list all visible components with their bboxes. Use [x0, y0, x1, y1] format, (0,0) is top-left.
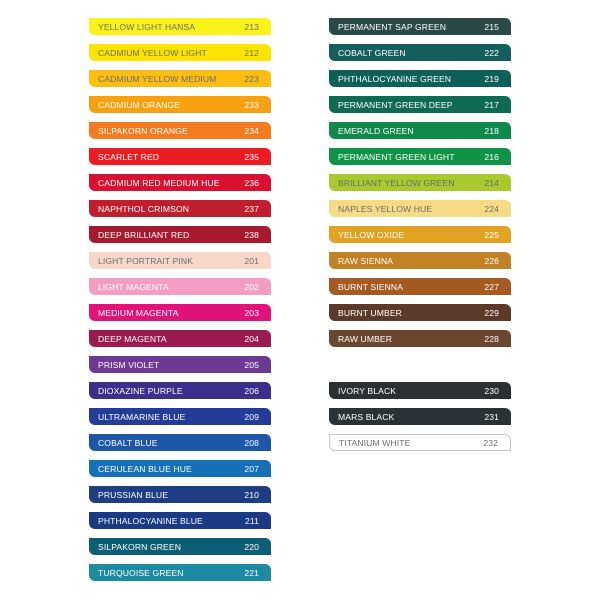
color-swatch — [89, 382, 271, 399]
color-swatch — [329, 434, 511, 451]
swatch-color-name: PERMANENT GREEN LIGHT — [338, 151, 455, 162]
swatch-color-name: RAW SIENNA — [338, 255, 394, 266]
swatch-color-code: 213 — [244, 21, 259, 32]
swatch-color-code: 212 — [244, 47, 259, 58]
swatch-color-name: LIGHT PORTRAIT PINK — [98, 255, 194, 266]
swatch-color-code: 203 — [244, 307, 259, 318]
color-swatch — [89, 278, 271, 295]
swatch-color-code: 204 — [244, 333, 259, 344]
swatch-color-code: 238 — [244, 229, 259, 240]
color-swatch — [329, 148, 511, 165]
swatch-color-code: 237 — [244, 203, 259, 214]
swatch-color-name: SILPAKORN ORANGE — [98, 125, 188, 136]
swatch-color-name: MEDIUM MAGENTA — [98, 307, 179, 318]
color-swatch — [89, 70, 271, 87]
color-swatch — [329, 304, 511, 321]
swatch-color-name: PRUSSIAN BLUE — [98, 489, 169, 500]
color-swatch — [329, 18, 511, 35]
swatch-color-code: 210 — [244, 489, 259, 500]
color-swatch — [89, 226, 271, 243]
swatch-color-name: DEEP MAGENTA — [98, 333, 167, 344]
swatch-color-code: 225 — [484, 229, 499, 240]
swatch-color-code: 219 — [484, 73, 499, 84]
swatch-color-name: CADMIUM RED MEDIUM HUE — [98, 177, 220, 188]
swatch-color-name: COBALT GREEN — [338, 47, 406, 58]
swatch-color-name: PERMANENT SAP GREEN — [338, 21, 447, 32]
swatch-color-name: EMERALD GREEN — [338, 125, 414, 136]
swatch-color-code: 220 — [244, 541, 259, 552]
color-swatch — [89, 408, 271, 425]
color-swatch — [329, 278, 511, 295]
swatch-color-name: IVORY BLACK — [338, 385, 397, 396]
swatch-color-name: CADMIUM ORANGE — [98, 99, 181, 110]
swatch-color-code: 231 — [484, 411, 499, 422]
color-swatch — [329, 252, 511, 269]
swatch-color-name: PHTHALOCYANINE BLUE — [98, 515, 203, 526]
swatch-color-code: 202 — [244, 281, 259, 292]
color-swatch — [89, 330, 271, 347]
swatch-color-name: ULTRAMARINE BLUE — [98, 411, 186, 422]
color-swatch — [89, 96, 271, 113]
swatch-color-name: MARS BLACK — [338, 411, 395, 422]
color-swatch — [89, 564, 271, 581]
color-swatch — [89, 252, 271, 269]
color-swatch — [89, 304, 271, 321]
swatch-color-name: BURNT UMBER — [338, 307, 402, 318]
color-swatch — [89, 434, 271, 451]
color-swatch — [89, 18, 271, 35]
swatch-color-name: DIOXAZINE PURPLE — [98, 385, 183, 396]
swatch-color-name: CERULEAN BLUE HUE — [98, 463, 192, 474]
color-swatch — [89, 148, 271, 165]
swatch-color-name: COBALT BLUE — [98, 437, 158, 448]
color-swatch — [329, 44, 511, 61]
color-swatch — [329, 122, 511, 139]
swatch-color-code: 235 — [244, 151, 259, 162]
swatch-color-code: 216 — [484, 151, 499, 162]
swatch-color-code: 223 — [244, 73, 259, 84]
swatch-color-name: BRILLIANT YELLOW GREEN — [338, 177, 455, 188]
swatch-color-name: TURQUOISE GREEN — [98, 567, 184, 578]
swatch-color-code: 214 — [484, 177, 499, 188]
color-swatch — [329, 226, 511, 243]
swatch-color-code: 217 — [484, 99, 499, 110]
color-swatch — [329, 96, 511, 113]
swatch-color-code: 236 — [244, 177, 259, 188]
swatch-color-name: PERMANENT GREEN DEEP — [338, 99, 453, 110]
swatch-color-code: 228 — [484, 333, 499, 344]
swatch-color-code: 208 — [244, 437, 259, 448]
swatch-color-code: 233 — [244, 99, 259, 110]
swatch-color-code: 232 — [483, 437, 498, 448]
color-swatch — [89, 174, 271, 191]
color-swatch — [329, 382, 511, 399]
swatch-color-name: SCARLET RED — [98, 151, 160, 162]
swatch-color-code: 224 — [484, 203, 499, 214]
color-swatch — [89, 122, 271, 139]
color-swatch — [329, 70, 511, 87]
swatch-color-name: PHTHALOCYANINE GREEN — [338, 73, 452, 84]
color-swatch — [329, 200, 511, 217]
swatch-color-code: 229 — [484, 307, 499, 318]
color-swatch — [89, 200, 271, 217]
swatch-color-name: YELLOW OXIDE — [338, 229, 405, 240]
swatch-color-code: 221 — [244, 567, 259, 578]
color-swatch — [329, 174, 511, 191]
swatch-color-code: 201 — [244, 255, 259, 266]
swatch-color-code: 215 — [484, 21, 499, 32]
swatch-color-code: 205 — [244, 359, 259, 370]
color-swatch — [89, 486, 271, 503]
color-swatch — [329, 408, 511, 425]
swatch-color-code: 234 — [244, 125, 259, 136]
swatch-color-code: 218 — [484, 125, 499, 136]
color-swatch — [89, 460, 271, 477]
swatch-color-code: 209 — [244, 411, 259, 422]
swatch-color-code: 211 — [245, 515, 259, 526]
swatch-color-name: NAPLES YELLOW HUE — [338, 203, 433, 214]
swatch-color-name: TITANIUM WHITE — [339, 437, 411, 448]
color-swatch — [329, 330, 511, 347]
color-swatch — [89, 538, 271, 555]
swatch-color-name: CADMIUM YELLOW LIGHT — [98, 47, 207, 58]
swatch-color-code: 207 — [244, 463, 259, 474]
swatch-color-name: YELLOW LIGHT HANSA — [98, 21, 196, 32]
swatch-color-name: RAW UMBER — [338, 333, 393, 344]
color-swatch — [89, 44, 271, 61]
color-swatch — [89, 356, 271, 373]
swatch-color-name: LIGHT MAGENTA — [98, 281, 169, 292]
swatch-color-code: 222 — [484, 47, 499, 58]
swatch-color-name: BURNT SIENNA — [338, 281, 404, 292]
swatch-color-code: 230 — [484, 385, 499, 396]
swatch-color-name: NAPHTHOL CRIMSON — [98, 203, 190, 214]
swatch-color-name: DEEP BRILLIANT RED — [98, 229, 190, 240]
swatch-color-name: PRISM VIOLET — [98, 359, 160, 370]
color-swatch — [89, 512, 271, 529]
swatch-color-code: 206 — [244, 385, 259, 396]
swatch-color-code: 227 — [484, 281, 499, 292]
swatch-color-name: SILPAKORN GREEN — [98, 541, 182, 552]
swatch-color-name: CADMIUM YELLOW MEDIUM — [98, 73, 217, 84]
swatch-color-code: 226 — [484, 255, 499, 266]
